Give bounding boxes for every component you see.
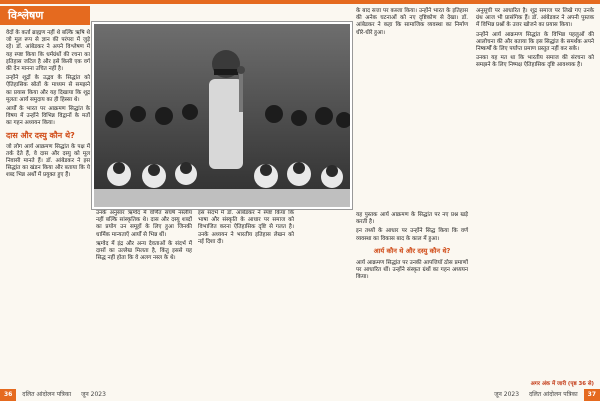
paragraph: आर्य आक्रमण सिद्धांत पर उनकी आपत्तियाँ ठोस प्रमाणों पर आधारित थीं। उन्होंने संस्कृत ग्रंथों का गहन अध्ययन किया। bbox=[356, 259, 468, 281]
right-column-2 bbox=[476, 8, 594, 378]
left-column-3 bbox=[198, 210, 294, 385]
paragraph: आर्यों के भारत पर आक्रमण सिद्धांत के विषय में उन्होंने विभिन्न विद्वानों के मतों का गहन अध्ययन किया। bbox=[6, 106, 90, 127]
paragraph: ऋग्वेद में इंद्र और अन्य देवताओं के संदर्भ में दासों का उल्लेख मिलता है, किंतु इससे यह सिद्ध नहीं होता कि वे अलग नस्ल के थे। bbox=[96, 240, 192, 262]
paragraph: उनका यह मत था कि भारतीय समाज की संरचना को समझने के लिए निष्पक्ष ऐतिहासिक दृष्टि आवश्यक है। bbox=[476, 55, 594, 69]
top-accent-bar bbox=[0, 0, 300, 4]
page-number: 36 bbox=[0, 389, 16, 401]
pull-quote: आर्य कौन थे और दस्यु कौन थे? bbox=[373, 246, 451, 255]
paragraph: उन्होंने आर्य आक्रमण सिद्धांत के विभिन्न पहलुओं की आलोचना की और बताया कि इस सिद्धांत के समर्थक अपने निष्कर्षों के लिए पर्याप्त प्रमाण प्रस्तुत नहीं कर सके। bbox=[476, 31, 594, 53]
issue-label: जून 2023 bbox=[494, 391, 520, 398]
top-accent-bar bbox=[300, 0, 600, 4]
paragraph: यह पुस्तक आर्य आक्रमण के सिद्धांत पर नए प्रश्न खड़े करती है। bbox=[356, 212, 468, 226]
historical-photo bbox=[92, 22, 352, 209]
crowd-photo-icon bbox=[94, 24, 350, 207]
paragraph: वेदों के कर्ता ब्राह्मण नहीं थे बल्कि ऋषि थे जो मूल रूप से ज्ञान की परंपरा में जुड़े रहे। डॉ. आंबेडकर ने अपने विश्लेषण में यह स्पष्ट किया कि धर्मग्रंथों की रचना का इतिहास जटिल है और इसे किसी एक वर्ग की देन मानना उचित नहीं है। bbox=[6, 30, 90, 73]
paragraph: इन तथ्यों के आधार पर उन्होंने सिद्ध किया कि वर्ण व्यवस्था का विकास बाद के काल में हुआ। bbox=[356, 228, 468, 242]
right-column-1-top bbox=[356, 8, 468, 218]
publication-name: दलित आंदोलन पत्रिका bbox=[22, 391, 72, 398]
issue-label: जून 2023 bbox=[80, 391, 106, 398]
paragraph: उन्होंने शूद्रों के उद्भव के सिद्धांत को ऐतिहासिक स्रोतों के माध्यम से समझने का प्रयास किया और यह दिखाया कि शूद्र मूलतः आर्य समुदाय का ही हिस्सा थे। bbox=[6, 75, 90, 103]
paragraph: अनुसूची पर आधारित है। शूद्र समाज पर लिखे गए उनके ग्रंथ आज भी प्रासंगिक हैं। डॉ. आंबेडकर ने अपनी पुस्तक में विभिन्न प्रश्नों के उत्तर खोजने का प्रयास किया। bbox=[476, 8, 594, 29]
right-footer bbox=[300, 389, 600, 401]
paragraph: के बाद सत्ता पर कब्जा किया। उन्होंने भारत के इतिहास की अनेक घटनाओं को नए दृष्टिकोण से देखा। डॉ. आंबेडकर ने कहा कि सामाजिक व्यवस्था का निर्माण धीरे-धीरे हुआ। bbox=[356, 8, 468, 36]
left-column-2 bbox=[96, 210, 192, 385]
right-column-1 bbox=[356, 212, 468, 387]
paragraph: उनके अनुसार ऋग्वेद में वर्णित संघर्ष नस्लीय नहीं बल्कि सांस्कृतिक थे। दास और दस्यु शब्दों का प्रयोग उन समूहों के लिए हुआ जिनकी धार्मिक मान्यताएँ आर्यों से भिन्न थीं। bbox=[96, 210, 192, 238]
paragraph: जो लोग आर्य आक्रमण सिद्धांत के पक्ष में तर्क देते हैं, वे दास और दस्यु को मूल निवासी मानते हैं। डॉ. आंबेडकर ने इस सिद्धांत का खंडन किया और बताया कि ये शब्द भिन्न अर्थों में प्रयुक्त हुए हैं। bbox=[6, 143, 90, 179]
continued-caption: अगर अंक में जारी (पृष्ठ 36 से) bbox=[530, 381, 594, 387]
subheading: दास और दस्यु कौन थे? bbox=[6, 130, 75, 140]
left-column-1 bbox=[6, 30, 90, 385]
left-footer bbox=[0, 389, 300, 401]
page-number: 37 bbox=[584, 389, 600, 401]
publication-name: दलित आंदोलन पत्रिका bbox=[528, 391, 578, 398]
section-label: विश्लेषण bbox=[0, 6, 90, 25]
paragraph: इस संदर्भ में डॉ. आंबेडकर ने स्पष्ट किया कि भाषा और संस्कृति के आधार पर समाज को विभाजित करना ऐतिहासिक दृष्टि से गलत है। उनके अध्ययन ने भारतीय इतिहास लेखन को नई दिशा दी। bbox=[198, 210, 294, 245]
